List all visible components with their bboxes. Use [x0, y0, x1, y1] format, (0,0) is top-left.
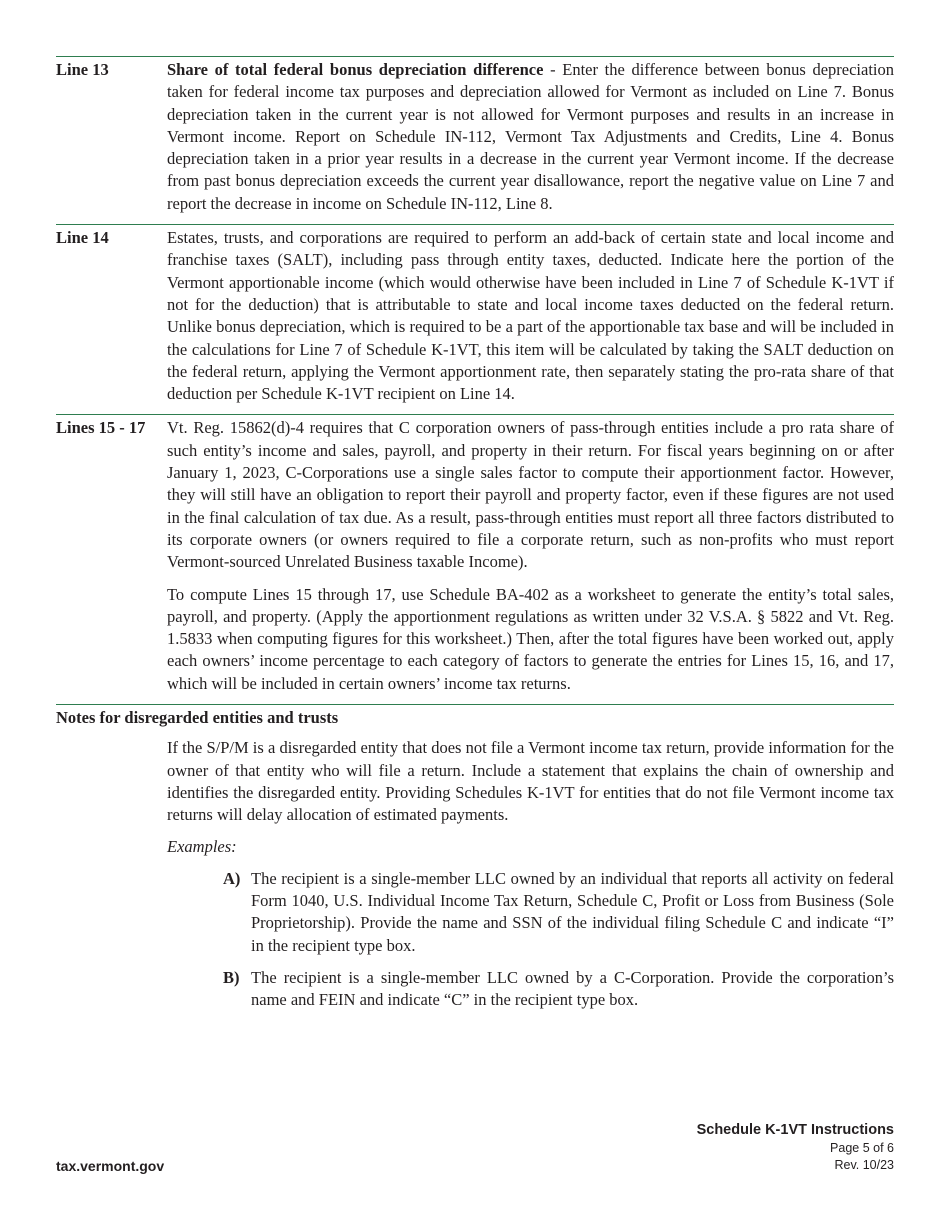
- section-paragraph: To compute Lines 15 through 17, use Schedule BA-402 as a worksheet to generate the entity’s total sales, payroll, and property. (Apply the apportionment regulations as written under 32 V.S.A. § 5822 and Vt. Reg. 1.5833 when computing figures for this worksheet.) Then, after the total figures have been worked out, apply each owners’ income percentage to each category of factors to generate the entries for Lines 15, 16, and 17, which will be included in certain owners’ income tax returns.: [167, 584, 894, 693]
- section-line-13: [56, 57, 894, 224]
- section-bold-lead: Share of total federal bonus depreciation difference: [167, 60, 544, 79]
- example-letter: A): [223, 868, 241, 888]
- example-text: The recipient is a single-member LLC owned by an individual that reports all activity on federal Form 1040, U.S. Individual Income Tax Return, Schedule C, Profit or Loss from Business (Sole Proprietorship). Provide the name and SSN of the individual filing Schedule C and indicate “I” in the recipient type box.: [251, 868, 894, 955]
- example-letter: B): [223, 967, 240, 987]
- section-label: Lines 15 - 17: [56, 418, 146, 438]
- section-label: Line 13: [56, 60, 109, 79]
- examples-label: Examples:: [167, 836, 237, 856]
- footer-revision: Rev. 10/23: [834, 1158, 894, 1172]
- footer-page-number: Page 5 of 6: [830, 1141, 894, 1155]
- section-paragraph: Vt. Reg. 15862(d)-4 requires that C corporation owners of pass-through entities include a pro rata share of such entity’s income and sales, payroll, and property in their return. For fiscal years beginning on or after January 1, 2023, C-Corporations use a single sales factor to compute their apportionment factor. However, they will still have an obligation to report their payroll and property factor, even if these figures are not used in the final calculation of tax due. As a result, pass-through entities must report all three factors distributed to its corporate owners (or owners required to file a corporate return, such as non-profits who must report Vermont-sourced Unrelated Business taxable Income).: [167, 418, 894, 572]
- example-text: The recipient is a single-member LLC owned by a C-Corporation. Provide the corporation’s name and FEIN and indicate “C” in the recipient type box.: [251, 967, 894, 1010]
- example-item: [223, 868, 894, 957]
- section-line-14: [56, 225, 894, 414]
- section-paragraph: Estates, trusts, and corporations are required to perform an add-back of certain state and local income and franchise taxes (SALT), including pass through entity taxes, deducted. Indicate here the portion of the Vermont apportionable income (which would otherwise have been included in Line 7 of Schedule K-1VT if not for the deduction) that is attributable to state and local income taxes deducted on the federal return. Unlike bonus depreciation, which is required to be a part of the apportionable tax base and will be included in the calculations for Line 7 of Schedule K-1VT, this item will be calculated by taking the SALT deduction on the federal return, applying the Vermont apportionment rate, then separately stating the pro-rata share of that deduction per Schedule K-1VT recipient on Line 14.: [167, 228, 894, 404]
- footer-info: [697, 1121, 894, 1174]
- notes-intro: If the S/P/M is a disregarded entity that does not file a Vermont income tax return, provide information for the owner of that entity who will file a return. Include a statement that explains the chain of ownership and identifies the disregarded entity. Providing Schedules K-1VT for entities that do not file Vermont income tax returns will delay allocation of estimated payments.: [167, 738, 894, 825]
- footer-website: tax.vermont.gov: [56, 1158, 165, 1174]
- section-paragraph: - Enter the difference between bonus depreciation taken for federal income tax purposes and depreciation allowed for Vermont as included on Line 7. Bonus depreciation taken in the current year is not allowed for Vermont purposes and results in an increase in Vermont income. Report on Schedule IN-112, Vermont Tax Adjustments and Credits, Line 4. Bonus depreciation taken in a prior year results in a decrease in the current year Vermont income. If the decrease from past bonus depreciation exceeds the current year disallowance, report the negative value on Line 7 and report the decrease in income on Schedule IN-112, Line 8.: [167, 60, 894, 213]
- notes-body: [167, 737, 894, 1011]
- section-lines-15-17: [56, 415, 894, 704]
- document-page: [56, 56, 894, 1012]
- footer-doc-title: Schedule K-1VT Instructions: [696, 1122, 894, 1138]
- section-body: [167, 227, 894, 405]
- section-label: Line 14: [56, 228, 109, 248]
- notes-heading: Notes for disregarded entities and trusts: [56, 708, 339, 728]
- example-item: [223, 967, 894, 1012]
- section-body: [167, 417, 894, 695]
- section-body: [167, 59, 894, 215]
